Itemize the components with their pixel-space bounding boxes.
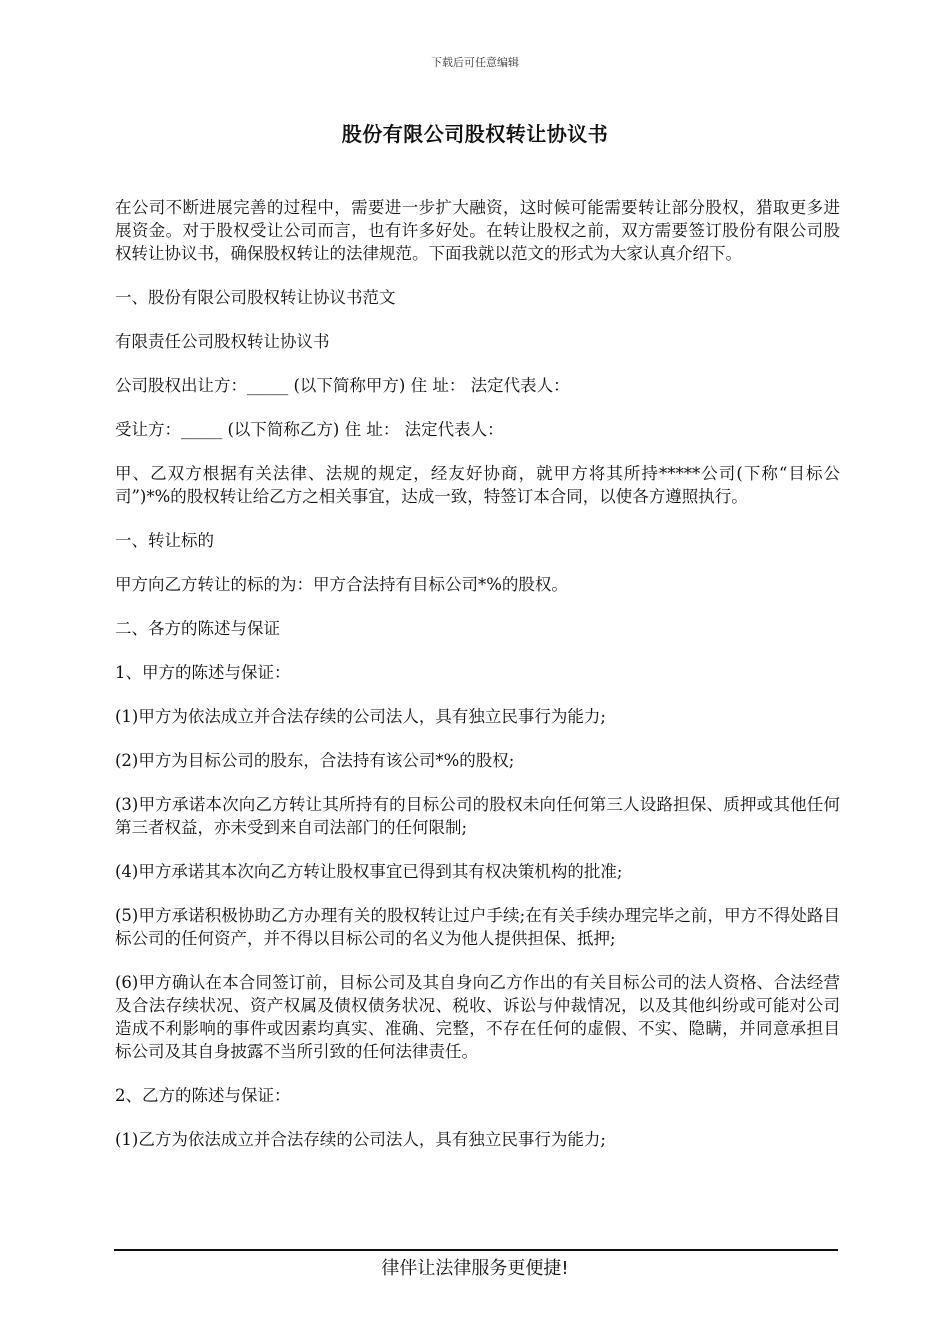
paragraph-transferee: 受让方：_____ (以下简称乙方) 住 址： 法定代表人： <box>115 420 504 439</box>
paragraph-heading-2: 二、各方的陈述与保证 <box>115 619 280 638</box>
paragraph-preamble: 甲、乙双方根据有关法律、法规的规定，经友好协商，就甲方将其所持*****公司(下称“目标公司”)*%的股权转让给乙方之相关事宜，达成一致，特签订本合同，以使各方遵照执行。 <box>115 464 840 506</box>
paragraph-item: (5)甲方承诺积极协助乙方办理有关的股权转让过户手续;在有关手续办理完毕之前，甲方不得处路目标公司的任何资产，并不得以目标公司的名义为他人提供担保、抵押; <box>115 906 840 948</box>
document-body <box>115 196 840 1172</box>
paragraph-transferor: 公司股权出让方：_____ (以下简称甲方) 住 址： 法定代表人： <box>115 376 570 395</box>
paragraph-heading-1: 一、转让标的 <box>115 531 214 550</box>
footer-divider <box>114 1249 838 1251</box>
paragraph-section-heading: 一、股份有限公司股权转让协议书范文 <box>115 288 396 307</box>
paragraph-item: (1)乙方为依法成立并合法存续的公司法人，具有独立民事行为能力; <box>115 1130 606 1149</box>
paragraph-subject: 甲方向乙方转让的标的为：甲方合法持有目标公司*%的股权。 <box>115 575 568 594</box>
footer-slogan: 律伴让法律服务更便捷! <box>381 1258 569 1279</box>
paragraph-item: (6)甲方确认在本合同签订前，目标公司及其自身向乙方作出的有关目标公司的法人资格、合法经营及合法存续状况、资产权属及债权债务状况、税收、诉讼与仲裁情况，以及其他纠纷或可能对公司造成不利影响的事件或因素均真实、准确、完整，不存在任何的虚假、不实、隐瞒，并同意承担目标公司及其自身披露不当所引致的任何法律责任。 <box>115 973 840 1061</box>
paragraph-item: (1)甲方为依法成立并合法存续的公司法人，具有独立民事行为能力; <box>115 707 606 726</box>
paragraph-item: (3)甲方承诺本次向乙方转让其所持有的目标公司的股权未向任何第三人设路担保、质押或其他任何第三者权益，亦未受到来自司法部门的任何限制; <box>115 795 840 837</box>
paragraph-party-a-heading: 1、甲方的陈述与保证： <box>115 663 291 682</box>
header-note: 下载后可任意编辑 <box>431 56 519 69</box>
paragraph-party-b-heading: 2、乙方的陈述与保证： <box>115 1086 291 1105</box>
paragraph-item: (4)甲方承诺其本次向乙方转让股权事宜已得到其有权决策机构的批准; <box>115 862 623 881</box>
document-title: 股份有限公司股权转让协议书 <box>341 122 609 146</box>
paragraph-contract-title: 有限责任公司股权转让协议书 <box>115 332 330 351</box>
paragraph-intro: 在公司不断进展完善的过程中，需要进一步扩大融资，这时候可能需要转让部分股权，猎取更多进展资金。对于股权受让公司而言，也有许多好处。在转让股权之前，双方需要签订股份有限公司股权转让协议书，确保股权转让的法律规范。下面我就以范文的形式为大家认真介绍下。 <box>115 198 840 263</box>
paragraph-item: (2)甲方为目标公司的股东，合法持有该公司*%的股权; <box>115 751 515 770</box>
